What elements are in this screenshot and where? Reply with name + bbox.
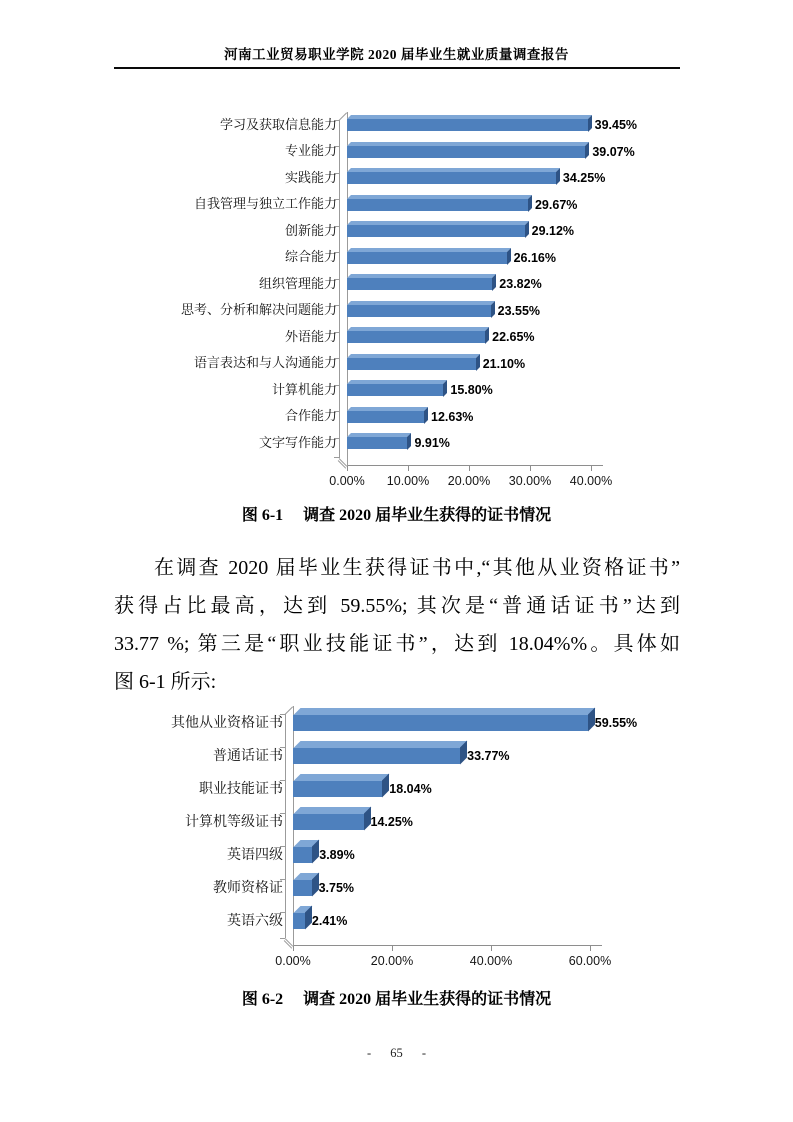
bar (347, 119, 588, 131)
bar (347, 252, 507, 264)
category-label: 实践能力 (284, 169, 337, 185)
paragraph-line: 获得占比最高，达到 59.55%; 其次是“普通话证书”达到 (114, 595, 680, 617)
page-header: 河南工业贸易职业学院 2020 届毕业生就业质量调查报告 (224, 47, 569, 62)
category-label: 专业能力 (284, 143, 337, 159)
data-label: 3.75% (318, 880, 355, 895)
x-axis-tick (491, 945, 492, 951)
bar-area (347, 324, 535, 351)
bar-area (347, 298, 540, 325)
bar (347, 411, 424, 423)
chart-row (158, 871, 637, 904)
x-axis-tick-label: 40.00% (469, 954, 513, 968)
data-label: 39.07% (592, 144, 635, 159)
chart-row (158, 805, 637, 838)
data-label: 2.41% (311, 913, 348, 928)
figure-6-2-chart (158, 706, 637, 974)
category-label: 英语六级 (227, 912, 283, 929)
chart-row (158, 139, 637, 166)
bar (347, 278, 492, 290)
x-axis-line (329, 465, 613, 494)
bar (347, 358, 476, 370)
chart-row (158, 245, 637, 272)
data-label: 18.04% (389, 781, 432, 796)
figure-6-2-caption (0, 986, 793, 1009)
bar-area (293, 706, 637, 739)
x-axis-tick-label: 30.00% (508, 473, 552, 488)
x-axis-tick (590, 945, 591, 951)
bar (347, 199, 528, 211)
chart-row (158, 112, 637, 139)
chart-x-axis (158, 457, 637, 494)
figure-6-1-caption (0, 502, 793, 525)
data-label: 23.55% (497, 303, 541, 318)
figure-6-1-chart (158, 112, 637, 494)
category-label: 计算机能力 (271, 381, 337, 397)
data-label: 29.67% (534, 197, 578, 212)
x-axis-tick (392, 945, 393, 951)
chart-row (158, 430, 637, 457)
data-label: 14.25% (370, 814, 413, 829)
bar (347, 146, 585, 158)
data-label: 15.80% (450, 383, 493, 398)
x-axis-tick-label: 0.00% (329, 473, 365, 488)
category-label: 综合能力 (284, 249, 337, 265)
chart-row (158, 192, 637, 219)
category-label: 思考、分析和解决问题能力 (180, 302, 337, 318)
bar (293, 913, 305, 929)
category-label: 计算机等级证书 (185, 813, 283, 830)
page-number: - 65 - (366, 1046, 427, 1060)
category-label: 教师资格证 (213, 879, 283, 896)
paragraph-line: 在调查 2020 届毕业生获得证书中,“其他从业资格证书” (154, 557, 680, 579)
category-tick (334, 457, 339, 458)
bar-area (293, 904, 347, 937)
chart-row (158, 404, 637, 431)
data-label: 29.12% (531, 224, 575, 239)
bar (293, 748, 460, 764)
bar-area (293, 739, 510, 772)
chart-row (158, 706, 637, 739)
body-paragraph (114, 549, 680, 701)
data-label: 3.89% (319, 847, 355, 862)
figure-title: 调查 2020 届毕业生获得的证书情况 (303, 991, 552, 1008)
category-label: 外语能力 (284, 328, 337, 344)
category-label: 职业技能证书 (199, 780, 283, 797)
x-axis-tick (591, 465, 592, 471)
x-axis-tick (469, 465, 470, 471)
data-label: 39.45% (594, 118, 638, 133)
x-axis-tick-label: 10.00% (386, 473, 430, 488)
bar (347, 172, 556, 184)
category-label: 语言表达和与人沟通能力 (193, 355, 337, 371)
x-axis-tick-label: 60.00% (568, 954, 612, 968)
data-label: 26.16% (513, 250, 556, 265)
category-label: 组织管理能力 (258, 275, 337, 291)
bar-area (347, 271, 542, 298)
category-tick (280, 938, 285, 939)
figure-number: 图 6-1 (241, 507, 284, 524)
x-axis-tick-label: 40.00% (569, 473, 613, 488)
category-label: 合作能力 (284, 408, 337, 424)
figure-title: 调查 2020 届毕业生获得的证书情况 (303, 507, 552, 524)
bar-area (347, 404, 473, 431)
bar (347, 225, 525, 237)
chart-row (158, 298, 637, 325)
bar (347, 331, 485, 343)
chart-row (158, 218, 637, 245)
chart-plot-area (158, 112, 637, 457)
bar (293, 781, 382, 797)
chart-row (158, 351, 637, 378)
data-label: 9.91% (414, 436, 450, 451)
category-label: 自我管理与独立工作能力 (193, 196, 337, 212)
header-rule (114, 67, 680, 69)
data-label: 21.10% (482, 356, 526, 371)
bar-area (293, 805, 413, 838)
bar (347, 305, 491, 317)
category-label: 普通话证书 (213, 747, 283, 764)
x-axis-tick (530, 465, 531, 471)
category-label: 其他从业资格证书 (171, 714, 283, 731)
paragraph-line: 33.77 %; 第三是“职业技能证书”，达到 18.04%%。具体如 (114, 633, 680, 655)
bar-area (347, 192, 577, 219)
bar (293, 715, 588, 731)
chart-row (158, 904, 637, 937)
paragraph-line: 图 6-1 所示: (114, 671, 217, 693)
chart-row (158, 739, 637, 772)
x-axis-tick-label: 20.00% (370, 954, 414, 968)
bar-area (347, 112, 637, 139)
chart-row (158, 271, 637, 298)
bar (293, 880, 312, 896)
bar-area (293, 772, 432, 805)
chart-x-axis (158, 937, 637, 974)
bar-area (347, 430, 450, 457)
category-label: 学习及获取信息能力 (219, 116, 337, 132)
x-axis-line (275, 945, 612, 974)
chart-plot-area (158, 706, 637, 937)
bar-area (347, 351, 525, 378)
data-label: 59.55% (594, 715, 638, 730)
x-axis-tick-label: 0.00% (275, 954, 311, 968)
figure-number: 图 6-2 (241, 991, 284, 1008)
data-label: 12.63% (431, 409, 474, 424)
chart-row (158, 324, 637, 351)
data-label: 23.82% (499, 277, 542, 292)
data-label: 33.77% (467, 748, 510, 763)
category-label: 文字写作能力 (258, 434, 337, 450)
x-axis-tick-label: 20.00% (447, 473, 491, 488)
bar-area (347, 377, 493, 404)
x-axis-tick (408, 465, 409, 471)
chart-row (158, 165, 637, 192)
bar (347, 384, 443, 396)
bar-area (293, 871, 354, 904)
data-label: 22.65% (492, 330, 535, 345)
chart-row (158, 772, 637, 805)
bar (293, 814, 364, 830)
bar (347, 437, 407, 449)
bar-area (347, 165, 605, 192)
bar-area (347, 139, 635, 166)
bar-area (293, 838, 355, 871)
chart-row (158, 377, 637, 404)
bar-area (347, 218, 574, 245)
chart-row (158, 838, 637, 871)
category-label: 创新能力 (284, 222, 337, 238)
bar (293, 847, 312, 863)
category-label: 英语四级 (227, 846, 283, 863)
data-label: 34.25% (562, 171, 606, 186)
bar-area (347, 245, 556, 272)
